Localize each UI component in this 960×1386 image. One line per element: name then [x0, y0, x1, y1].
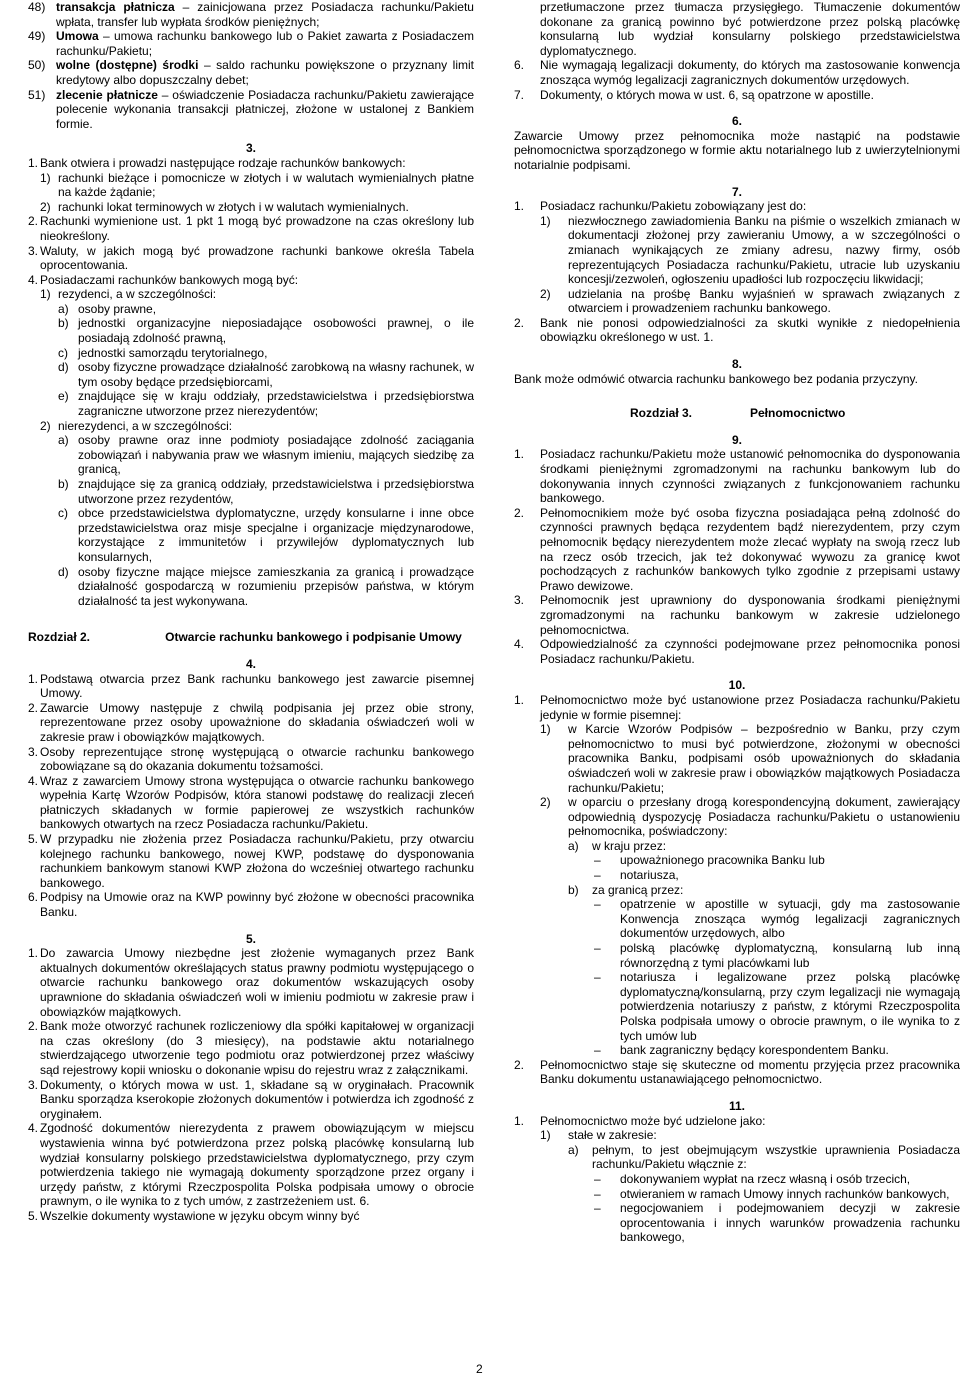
s4-p1: 1. Podstawą otwarcia przez Bank rachunku bankowego jest zawarcie pisemnej Umowy. — [28, 671, 474, 701]
left-column — [28, 0, 474, 1224]
s3-p4-2d: d) osoby fizyczne mające miejsce zamieszkania za granicą i prowadzące działalność gospodarczą w rozumieniu przepisów państwa, w którym działalność ta jest wykonywana. — [58, 564, 474, 608]
s9-p3: 3. Pełnomocnik jest uprawniony do dysponowania środkami pieniężnymi zgromadzonymi na rachunku bankowym w zakresie udzielonego pełnomocnictwa. — [514, 593, 960, 637]
s10-p1-1: 1) w Karcie Wzorów Podpisów – bezpośrednio w Banku, przy czym pełnomocnictwo to musi być potwierdzone, złożonymi w obecności pracownika Banku, podpisami osób upoważnionych do składania oświadczeń woli w zakresie praw i obowiązków majątkowych Posiadacza rachunku/Pakietu; — [540, 722, 960, 795]
s5-p5: 5. Wszelkie dokumenty wystawione w języku obcym winny być — [28, 1208, 360, 1223]
s6-text: Zawarcie Umowy przez pełnomocnika może nastąpić na podstawie pełnomocnictwa sporządzonego w formie aktu notarialnego lub z uwierzytelnionymi notarialnie podpisami. — [514, 128, 960, 172]
s10-p1-2b-dash2: – polską placówkę dyplomatyczną, konsularną lub inną równorzędną z tymi placówkami lub — [594, 941, 960, 970]
chapter-3-title: Pełnomocnictwo — [750, 406, 846, 421]
s7-p1: 1. Posiadacz rachunku/Pakietu zobowiązany jest do: — [514, 199, 807, 214]
s3-p4-1c: c) jednostki samorządu terytorialnego, — [58, 345, 268, 360]
s4-p3: 3. Osoby reprezentujące stronę występującą o otwarcie rachunku bankowego zobowiązane są do okazania dokumentu tożsamości. — [28, 744, 474, 774]
s7-p1-2: 2) udzielania na prośbę Banku wyjaśnień w sprawach związanych z otwarciem i prowadzeniem rachunku bankowego. — [540, 286, 960, 316]
s3-p4-1a: a) osoby prawne, — [58, 301, 157, 316]
s9-p2: 2. Pełnomocnikiem może być osoba fizyczna posiadająca pełną zdolność do czynności prawnych będąca rezydentem bądź nierezydentem, przy czym pełnomocnik będący nierezydentem może zlecać wypłaty na swoją rzecz lub na rzecz osób trzecich, jak też dokonywać wywozu za granicę kwot pochodzących z rachunków bankowych tylko zgodnie z przepisami ustawy Prawo dewizowe. — [514, 505, 960, 593]
s4-p2: 2. Zawarcie Umowy następuje z chwilą podpisania jej przez obie strony, reprezentowane przez osoby upoważnione do składania oświadczeń woli w zakresie praw i obowiązków majątkowych. — [28, 700, 474, 744]
s4-p6: 6. Podpisy na Umowie oraz na KWP powinny być złożone w obecności pracownika Banku. — [28, 890, 474, 920]
s5-p3: 3. Dokumenty, o których mowa w ust. 1, składane są w oryginałach. Pracownik Banku sporządza kserokopie złożonych dokumentów i potwierdza ich zgodność z oryginałem. — [28, 1077, 474, 1121]
section-9-heading: 9. — [731, 432, 742, 447]
section-7-heading: 7. — [731, 184, 742, 199]
s11-p1-1a-dash2: – otwieraniem w ramach Umowy innych rachunków bankowych, — [594, 1186, 950, 1201]
definition-49: 49) Umowa – umowa rachunku bankowego lub o Pakiet zawarta z Posiadaczem rachunku/Pakietu; — [28, 29, 474, 58]
s3-p4: 4. Posiadaczami rachunków bankowych mogą być: — [28, 272, 299, 287]
s5-p2: 2. Bank może otworzyć rachunek rozliczeniowy dla spółki kapitałowej w organizacji na czas określony (do 3 miesięcy), na podstawie aktu notarialnego stwierdzającego utworzenie tego podmiotu oraz potwierdzonej przez właściwy sąd rejestrowy kopii wniosku o dokonanie wpisu do rejestru wraz z załącznikami. — [28, 1019, 474, 1077]
s10-p1-2a-dash2: – notariusza, — [594, 868, 679, 883]
page-number: 2 — [476, 1362, 483, 1376]
s11-p1-1: 1) stałe w zakresie: — [540, 1128, 657, 1143]
s11-p1-1a: a) pełnym, to jest obejmującym wszystkie uprawnienia Posiadacza rachunku/Pakietu włącznie z: — [568, 1142, 960, 1172]
s5-p7: 7. Dokumenty, o których mowa w ust. 6, są opatrzone w apostille. — [514, 87, 874, 102]
s11-p1: 1. Pełnomocnictwo może być udzielone jako: — [514, 1113, 766, 1128]
s3-p1: 1. Bank otwiera i prowadzi następujące rodzaje rachunków bankowych: — [28, 155, 406, 170]
s3-p4-1e: e) znajdujące się w kraju oddziały, przedstawicielstwa i przedsiębiorstwa zagraniczne utworzone przez nierezydentów; — [58, 389, 474, 419]
section-10-heading: 10. — [728, 678, 746, 693]
section-6-heading: 6. — [731, 114, 742, 129]
s3-p1-2: 2) rachunki lokat terminowych w złotych i w walutach wymienialnych. — [40, 199, 409, 214]
section-11-heading: 11. — [728, 1098, 746, 1113]
s10-p1-2a: a) w kraju przez: — [568, 838, 667, 853]
s3-p3: 3. Waluty, w jakich mogą być prowadzone rachunki bankowe określa Tabela oprocentowania. — [28, 243, 474, 273]
s3-p4-2c: c) obce przedstawicielstwa dyplomatyczne, urzędy konsularne i inne obce przedstawicielstwa oraz misje specjalne i organizacje międzynarodowe, korzystające z immunitetów i przywilejów dyplomatycznych lub konsularnych, — [58, 506, 474, 564]
right-column — [514, 0, 960, 1245]
s11-p1-1a-dash3: – negocjowaniem i podejmowaniem decyzji w zakresie oprocentowania i innych warunków prowadzenia rachunku bankowego, — [594, 1201, 960, 1245]
s3-p4-2: 2) nierezydenci, a w szczególności: — [40, 418, 233, 433]
s8-text: Bank może odmówić otwarcia rachunku bankowego bez podania przyczyny. — [514, 371, 918, 386]
section-3-heading: 3. — [245, 141, 256, 156]
s9-p4: 4. Odpowiedzialność za czynności podejmowane przez pełnomocnika ponosi Posiadacz rachunku/Pakietu. — [514, 637, 960, 666]
s5-p1: 1. Do zawarcia Umowy niezbędne jest złożenie wymaganych przez Bank aktualnych dokumentów określających status prawny podmiotu występującego o otwarcie rachunku bankowego oraz dokumentów wskazujących osoby uprawnione do składania oświadczeń woli w imieniu podmiotu w zakresie praw i obowiązków majątkowych. — [28, 946, 474, 1019]
s4-p5: 5. W przypadku nie złożenia przez Posiadacza rachunku/Pakietu, przy otwarciu kolejnego rachunku bankowego, nowej KWP, podstawę do dysponowania rachunkiem bankowym stanowi KWP złożona do wcześniej otwartego rachunku bankowego. — [28, 832, 474, 890]
s3-p4-2b: b) znajdujące się za granicą oddziały, przedstawicielstwa i przedsiębiorstwa utworzone przez rezydentów, — [58, 477, 474, 506]
s11-p1-1a-dash1: – dokonywaniem wypłat na rzecz własną i osób trzecich, — [594, 1171, 911, 1186]
s10-p1: 1. Pełnomocnictwo może być ustanowione przez Posiadacza rachunku/Pakietu jedynie w formie pisemnej: — [514, 692, 960, 722]
s10-p1-2b-dash3: – notariusza i legalizowane przez polską placówkę dyplomatyczną/konsularną, przy czym legalizacji nie wymagają potwierdzenia notariuszy z państw, z którymi Rzeczpospolita Polska podpisała umowy o obrocie prawnym, o ile wynika to z tych umów lub — [594, 970, 960, 1043]
s10-p1-2b-dash1: – opatrzenie w apostille w sytuacji, gdy ma zastosowanie Konwencja znosząca wymóg legalizacji zagranicznych dokumentów urzędowych, albo — [594, 897, 960, 941]
chapter-2-number: Rozdział 2. — [28, 630, 91, 645]
definition-48: 48) transakcja płatnicza – zainicjowana przez Posiadacza rachunku/Pakietu wpłata, transfer lub wypłata środków pieniężnych; — [28, 0, 474, 29]
section-4-heading: 4. — [245, 656, 256, 671]
s10-p1-2b: b) za granicą przez: — [568, 882, 684, 897]
s5-p5-continued: przetłumaczone przez tłumacza przysięgłego. Tłumaczenie dokumentów dokonane za granicą powinno być potwierdzone przez polską placówkę konsularną lub wydział konsularny polskiego przedstawicielstwa dyplomatycznego. — [540, 0, 960, 58]
s3-p2: 2. Rachunki wymienione ust. 1 pkt 1 mogą być prowadzone na czas określony lub nieokreślony. — [28, 214, 474, 243]
s10-p1-2: 2) w oparciu o przesłany drogą korespondencyjną dokument, zawierający odpowiednią dyspozycję Posiadacza rachunku/Pakietu o ustanowieniu pełnomocnika, poświadczony: — [540, 795, 960, 839]
s7-p1-1: 1) niezwłocznego zawiadomienia Banku na piśmie o wszelkich zmianach w dokumentacji złożonej przy zawieraniu Umowy, a w szczególności o zmianach wynikających ze zmiany adresu, nazwy firmy, osób reprezentujących Posiadacza rachunku/Pakietu, utracie lub uzyskaniu koncesji/zezwoleń, ogłoszeniu upadłości lub rozpoczęciu likwidacji; — [540, 213, 960, 287]
s3-p4-1d: d) osoby fizyczne prowadzące działalność zarobkową na własny rachunek, w tym osoby będące przedsiębiorcami, — [58, 360, 474, 389]
s5-p6: 6. Nie wymagają legalizacji dokumenty, do których ma zastosowanie konwencja znosząca wymóg legalizacji zagranicznych dokumentów urzędowych. — [514, 58, 960, 87]
chapter-3-heading — [514, 406, 960, 421]
s3-p4-1b: b) jednostki organizacyjne nieposiadające osobowości prawnej, o ile posiadają zdolność prawną, — [58, 316, 474, 346]
s10-p1-2b-dash4: – bank zagraniczny będący korespondentem Banku. — [594, 1043, 889, 1058]
chapter-3-number: Rozdział 3. — [630, 406, 693, 421]
s10-p2: 2. Pełnomocnictwo staje się skuteczne od momentu przyjęcia przez pracownika Banku dokumentu ustanawiającego pełnomocnictwo. — [514, 1057, 960, 1087]
definition-50: 50) wolne (dostępne) środki – saldo rachunku powiększone o przyznany limit kredytowy albo dopuszczalny debet; — [28, 58, 474, 87]
s4-p4: 4. Wraz z zawarciem Umowy strona występująca o otwarcie rachunku bankowego wypełnia Kartę Wzorów Podpisów, która stanowi podstawę do realizacji zleceń płatniczych składanych w formie papierowej ze wszystkich rachunków bankowych otwartych na rzecz Posiadacza rachunku/Pakietu. — [28, 773, 474, 832]
definition-51: 51) zlecenie płatnicze – oświadczenie Posiadacza rachunku/Pakietu zawierające polecenie wykonania transakcji płatniczej, złożone w ustalonej z Bankiem formie. — [28, 87, 475, 131]
s10-p1-2a-dash1: – upoważnionego pracownika Banku lub — [594, 853, 825, 868]
section-5-heading: 5. — [245, 931, 256, 946]
s3-p1-1: 1) rachunki bieżące i pomocnicze w złotych i w walutach wymienialnych płatne na każde żądanie; — [40, 170, 474, 200]
section-8-heading: 8. — [731, 357, 742, 372]
s3-p4-2a: a) osoby prawne oraz inne podmioty posiadające zdolność zaciągania zobowiązań i nabywania praw we własnym imieniu, mających siedzibę za granicą, — [58, 433, 474, 477]
chapter-2-heading — [28, 630, 474, 645]
chapter-2-title: Otwarcie rachunku bankowego i podpisanie Umowy — [165, 630, 462, 645]
s3-p4-1: 1) rezydenci, a w szczególności: — [40, 287, 217, 302]
s5-p4: 4. Zgodność dokumentów nierezydenta z prawem obowiązującym w miejscu wystawienia winna być potwierdzona przez polską placówkę konsularną lub wydział konsularny polskiego przedstawicielstwa dyplomatycznego, przy czym potwierdzenia takiego nie wymagają dokumenty sporządzone przez organy i urzędy państw, z którymi Rzeczpospolita Polska podpisała umowy o obrocie prawnym, o ile wynika to z tych umów, z zastrzeżeniem ust. 6. — [28, 1121, 474, 1209]
s7-p2: 2. Bank nie ponosi odpowiedzialności za skutki wynikłe z niedopełnienia obowiązku określonego w ust. 1. — [514, 315, 960, 345]
s9-p1: 1. Posiadacz rachunku/Pakietu może ustanowić pełnomocnika do dysponowania środkami pieniężnymi zgromadzonymi na rachunku bankowym lub do dokonywania innych czynności związanych z funkcjonowaniem rachunku bankowego. — [514, 447, 960, 506]
